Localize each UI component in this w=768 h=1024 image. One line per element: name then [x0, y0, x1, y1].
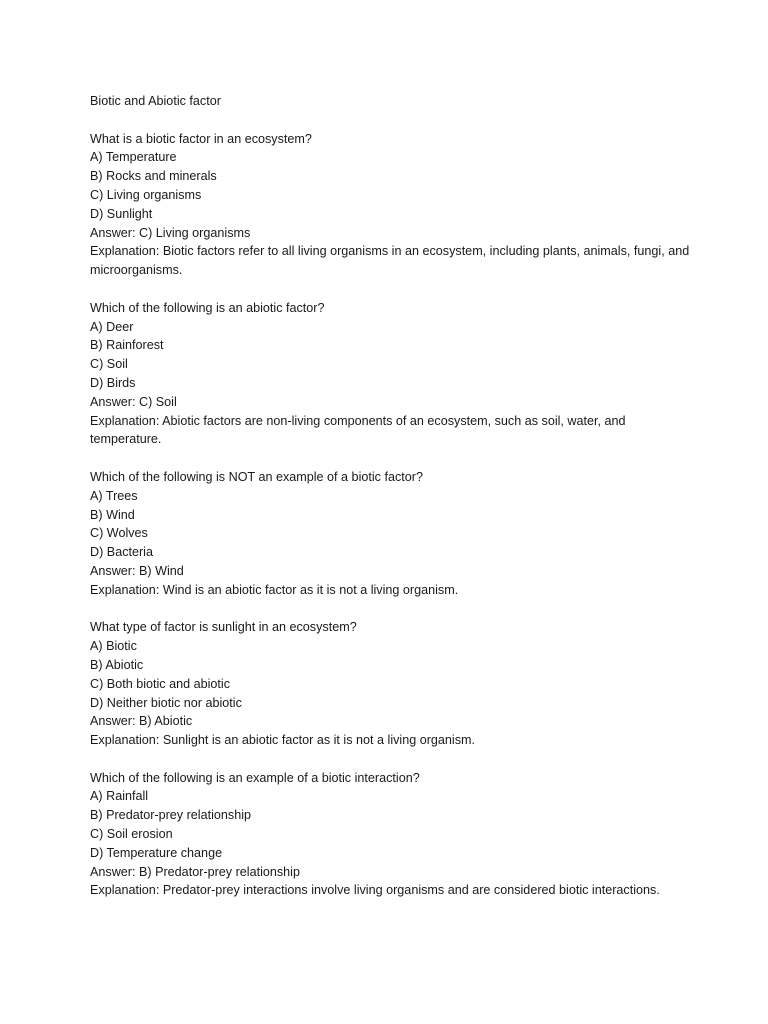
option-b: B) Wind	[90, 507, 135, 522]
option-b: B) Predator-prey relationship	[90, 808, 251, 823]
answer-text: Answer: C) Soil	[90, 394, 177, 409]
answer-text: Answer: B) Wind	[90, 563, 184, 578]
option-d: D) Bacteria	[90, 545, 153, 560]
option-a: A) Rainfall	[90, 789, 149, 804]
option-d: D) Neither biotic nor abiotic	[90, 695, 242, 710]
explanation-text: Explanation: Predator-prey interactions involve living organisms and are considered biotic interactions.	[90, 883, 660, 898]
option-c: C) Both biotic and abiotic	[90, 676, 231, 691]
answer-text: Answer: B) Predator-prey relationship	[90, 864, 300, 879]
option-b: B) Rainforest	[90, 338, 164, 353]
document-title: Biotic and Abiotic factor	[90, 94, 221, 108]
option-a: A) Biotic	[90, 639, 137, 654]
question-text: Which of the following is an example of a biotic interaction?	[90, 770, 420, 785]
question-text: Which of the following is an abiotic factor?	[90, 300, 325, 315]
question-block-5	[90, 769, 690, 901]
explanation-text: Explanation: Abiotic factors are non-living components of an ecosystem, such as soil, water, and temperature.	[90, 413, 626, 447]
option-d: D) Birds	[90, 375, 136, 390]
answer-text: Answer: C) Living organisms	[90, 225, 251, 240]
option-c: C) Soil	[90, 357, 128, 372]
option-c: C) Wolves	[90, 526, 148, 541]
explanation-text: Explanation: Wind is an abiotic factor as it is not a living organism.	[90, 582, 459, 597]
question-text: What type of factor is sunlight in an ecosystem?	[90, 620, 357, 635]
explanation-text: Explanation: Sunlight is an abiotic factor as it is not a living organism.	[90, 733, 476, 748]
document-page	[90, 92, 690, 919]
question-block-4	[90, 618, 690, 750]
option-a: A) Trees	[90, 488, 138, 503]
question-block-2	[90, 299, 690, 449]
explanation-text: Explanation: Biotic factors refer to all living organisms in an ecosystem, including plants, animals, fungi, and microorganisms.	[90, 244, 690, 278]
option-b: B) Abiotic	[90, 657, 144, 672]
option-a: A) Deer	[90, 319, 134, 334]
option-c: C) Soil erosion	[90, 827, 173, 842]
option-d: D) Temperature change	[90, 845, 223, 860]
option-b: B) Rocks and minerals	[90, 169, 217, 184]
option-d: D) Sunlight	[90, 206, 153, 221]
question-block-3	[90, 468, 690, 600]
answer-text: Answer: B) Abiotic	[90, 714, 193, 729]
option-c: C) Living organisms	[90, 187, 202, 202]
question-text: What is a biotic factor in an ecosystem?	[90, 131, 312, 146]
option-a: A) Temperature	[90, 150, 177, 165]
question-text: Which of the following is NOT an example of a biotic factor?	[90, 469, 423, 484]
question-block-1	[90, 130, 690, 280]
